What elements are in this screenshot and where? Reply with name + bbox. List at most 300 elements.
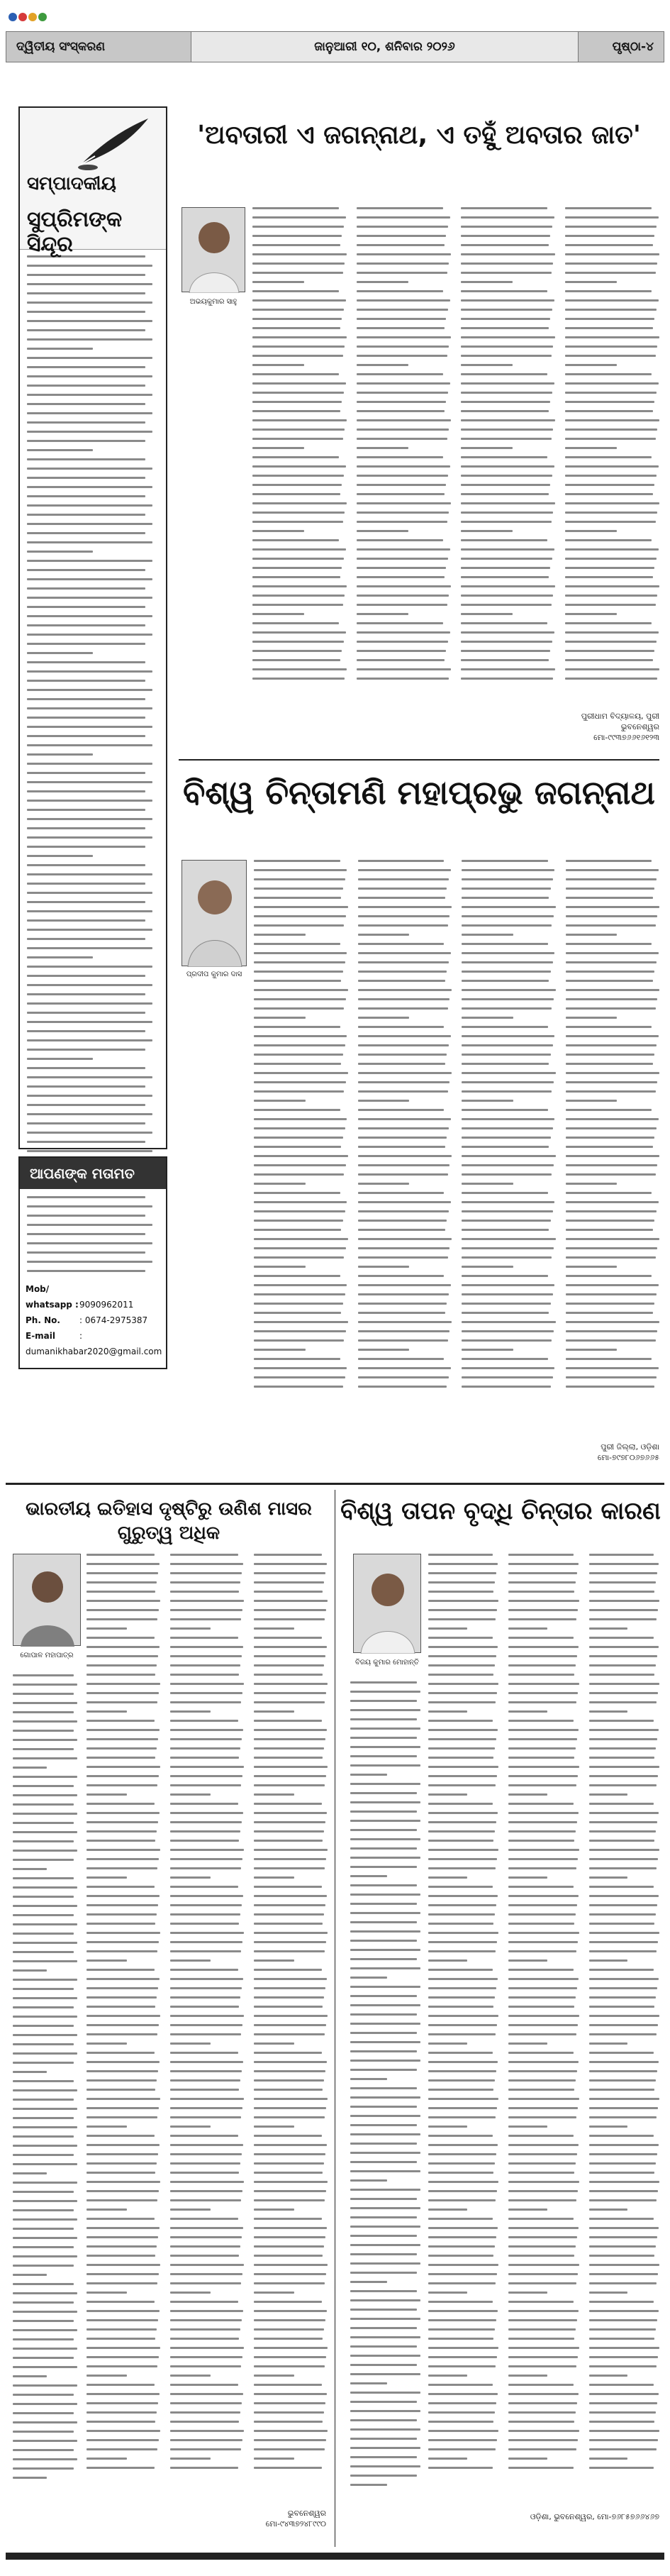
text-line (27, 477, 145, 479)
text-line (462, 1054, 551, 1056)
text-line (350, 2207, 420, 2209)
text-line (508, 1895, 578, 1897)
text-line (462, 971, 551, 973)
text-line (428, 2144, 498, 2146)
text-line (566, 869, 659, 871)
text-line (566, 952, 659, 954)
text-line (462, 1238, 556, 1240)
text-line (462, 1247, 554, 1249)
text-line (13, 2209, 74, 2211)
text-line (254, 2015, 328, 2017)
text-line (13, 1720, 77, 1723)
text-line (566, 1054, 655, 1056)
text-line (462, 1137, 551, 1139)
text-line (13, 2338, 74, 2340)
text-line (13, 1794, 77, 1796)
text-line (13, 2265, 74, 2267)
text-line (170, 1840, 239, 1842)
text-line (170, 1572, 242, 1574)
email-address: : dumanikhabar2020@gmail.com (26, 1331, 162, 1356)
text-line (27, 975, 145, 977)
text-line (357, 290, 443, 292)
text-line (566, 1146, 653, 1148)
text-line (358, 1155, 452, 1157)
text-line (254, 989, 348, 991)
text-line (350, 1884, 417, 1886)
text-line (13, 1997, 77, 1999)
text-line (13, 2228, 74, 2230)
text-line (462, 1173, 552, 1176)
text-line (254, 915, 346, 917)
text-line (358, 1201, 451, 1203)
text-line (13, 2089, 77, 2091)
text-line (428, 1904, 496, 1906)
text-line (252, 272, 343, 274)
text-line (254, 1738, 325, 1740)
text-line (566, 1090, 656, 1093)
text-line (254, 1376, 345, 1378)
text-line (566, 1063, 653, 1065)
text-line (565, 392, 657, 394)
text-line (170, 1923, 239, 1925)
text-line (358, 1035, 451, 1037)
text-line (566, 915, 658, 917)
text-line (86, 1969, 155, 1971)
text-line (565, 207, 652, 209)
text-line (27, 827, 145, 829)
text-line (508, 1840, 574, 1842)
text-line (170, 1554, 238, 1556)
text-line (254, 1367, 347, 1369)
text-line (254, 1339, 344, 1342)
text-line (254, 878, 345, 880)
text-line (252, 364, 304, 366)
text-line (252, 585, 347, 587)
text-line (565, 290, 652, 292)
text-line (428, 2024, 497, 2026)
article-1-photo (182, 207, 245, 292)
text-line (589, 2070, 657, 2072)
text-line (27, 302, 152, 304)
text-line (462, 1220, 551, 1222)
text-line (508, 1655, 576, 1657)
text-line (27, 348, 93, 350)
text-line (428, 1784, 496, 1786)
text-line (350, 2428, 420, 2431)
text-line (566, 1266, 618, 1268)
text-line (13, 1850, 77, 1852)
text-line (252, 678, 345, 680)
text-line (254, 2273, 326, 2275)
text-line (508, 2338, 574, 2340)
text-line (461, 456, 547, 458)
text-line (566, 888, 655, 890)
text-line (254, 1201, 347, 1203)
text-line (461, 373, 547, 375)
text-line (254, 1876, 294, 1879)
text-line (357, 272, 447, 274)
text-line (27, 615, 152, 617)
text-line (428, 1932, 498, 1934)
text-line (254, 2236, 325, 2238)
text-line (565, 355, 656, 357)
text-line (428, 2255, 493, 2257)
text-line (508, 1710, 547, 1713)
text-line (170, 2292, 211, 2294)
text-line (13, 1914, 74, 1916)
article-3-body (86, 1554, 328, 2504)
text-line (13, 1988, 74, 1990)
text-line (254, 1913, 324, 1916)
text-line (254, 1210, 345, 1212)
text-line (27, 1113, 152, 1115)
text-line (589, 1766, 659, 1768)
text-line (27, 873, 152, 875)
text-line (566, 924, 656, 927)
text-line (252, 262, 345, 265)
text-line (508, 2079, 575, 2082)
text-line (27, 1224, 152, 1226)
text-line (508, 1637, 573, 1639)
text-line (428, 2079, 495, 2082)
text-line (170, 2430, 244, 2432)
text-column (170, 1554, 244, 2504)
text-line (27, 800, 152, 802)
text-line (86, 1683, 160, 1685)
text-line (428, 2172, 493, 2174)
text-line (461, 668, 555, 670)
text-column (428, 1554, 498, 2504)
text-line (13, 2394, 74, 2396)
text-line (350, 2318, 420, 2320)
editorial-section-title: ସମ୍ପାଦକୀୟ (27, 173, 116, 194)
text-line (428, 2411, 495, 2414)
text-line (13, 1748, 74, 1750)
text-line (350, 2336, 420, 2338)
text-line (565, 346, 657, 348)
text-line (254, 2356, 326, 2358)
text-line (86, 2393, 160, 2395)
text-line (27, 1104, 145, 1106)
text-line (254, 2310, 327, 2312)
text-line (13, 2403, 77, 2405)
text-line (589, 2236, 657, 2238)
text-line (508, 1784, 576, 1786)
text-line (13, 2467, 74, 2470)
text-line (254, 1349, 306, 1351)
text-line (254, 1840, 323, 1842)
text-line (254, 1229, 341, 1231)
text-line (428, 2162, 495, 2165)
text-line (27, 265, 152, 267)
text-line (566, 1072, 660, 1074)
text-line (252, 567, 342, 569)
text-line (252, 355, 343, 357)
text-line (254, 1655, 325, 1657)
text-line (170, 1987, 242, 1989)
text-line (27, 1122, 145, 1124)
text-line (350, 2023, 420, 2025)
text-line (566, 1155, 660, 1157)
text-line (589, 2172, 654, 2174)
text-line (13, 2440, 77, 2442)
text-line (350, 2253, 417, 2255)
text-line (358, 1220, 447, 1222)
text-line (254, 2052, 322, 2054)
text-line (170, 2098, 244, 2100)
text-line (254, 924, 344, 927)
text-line (27, 652, 93, 654)
text-line (252, 539, 339, 541)
text-line (461, 631, 554, 634)
text-line (86, 1618, 157, 1620)
text-line (565, 678, 657, 680)
text-line (170, 2024, 242, 2026)
text-line (170, 1821, 242, 1823)
text-line (508, 2301, 573, 2303)
text-line (358, 1367, 451, 1369)
text-line (170, 2107, 242, 2109)
text-line (566, 1376, 657, 1378)
text-line (350, 1801, 420, 1803)
text-line (350, 2419, 417, 2421)
text-line (27, 468, 152, 470)
text-line (254, 2402, 325, 2404)
text-line (357, 530, 408, 532)
text-line (357, 622, 443, 624)
text-line (27, 329, 145, 331)
text-line (252, 622, 339, 624)
text-line (350, 2309, 417, 2311)
text-line (358, 1275, 445, 1277)
text-line (350, 1737, 417, 1739)
text-line (566, 1293, 657, 1295)
text-line (86, 2144, 160, 2146)
text-line (252, 595, 345, 597)
text-line (27, 311, 145, 313)
text-line (428, 1996, 495, 1999)
text-line (170, 2301, 238, 2303)
text-line (357, 253, 451, 255)
text-line (589, 1830, 656, 1833)
text-line (508, 2356, 577, 2358)
text-line (350, 1967, 420, 1969)
text-line (461, 576, 549, 578)
text-line (462, 1081, 554, 1083)
text-line (86, 2421, 155, 2423)
text-line (428, 2061, 498, 2063)
text-line (508, 2135, 573, 2137)
text-line (254, 2079, 324, 2082)
text-line (357, 456, 443, 458)
text-line (13, 2348, 77, 2350)
text-line (350, 2226, 420, 2228)
text-line (170, 1609, 242, 1611)
text-line (86, 1803, 155, 1805)
text-line (508, 1554, 573, 1556)
text-line (428, 1821, 496, 1823)
text-line (428, 1738, 496, 1740)
text-line (589, 2015, 659, 2017)
text-line (461, 336, 555, 338)
text-line (461, 447, 513, 449)
text-line (27, 901, 145, 903)
text-line (170, 2172, 239, 2174)
text-line (170, 1812, 243, 1814)
text-line (589, 2255, 654, 2257)
text-line (27, 560, 152, 562)
text-line (589, 1627, 628, 1630)
text-line (357, 299, 450, 302)
text-line (428, 1563, 498, 1565)
text-line (357, 484, 446, 486)
text-line (27, 864, 145, 866)
text-line (86, 2162, 157, 2165)
text-line (170, 1637, 238, 1639)
text-line (27, 634, 152, 636)
text-line (508, 1701, 576, 1703)
text-line (589, 2190, 658, 2192)
text-line (86, 2365, 157, 2367)
text-line (508, 1572, 576, 1574)
text-line (27, 947, 152, 949)
text-line (428, 1618, 496, 1620)
text-line (589, 1637, 654, 1639)
text-line (462, 1072, 556, 1074)
text-line (462, 1210, 553, 1212)
text-line (428, 1876, 467, 1879)
text-line (27, 412, 152, 414)
text-line (170, 1701, 241, 1703)
text-line (508, 1950, 576, 1952)
text-line (254, 2347, 328, 2349)
text-line (170, 2282, 241, 2284)
text-line (357, 364, 408, 366)
text-line (428, 1775, 497, 1777)
text-line (27, 1085, 145, 1088)
text-line (86, 2375, 127, 2377)
text-line (461, 410, 549, 412)
text-line (428, 2421, 493, 2423)
text-line (358, 934, 410, 936)
text-line (565, 401, 654, 403)
text-line (508, 2411, 575, 2414)
text-line (462, 1146, 549, 1148)
text-line (27, 689, 152, 691)
text-line (252, 401, 342, 403)
text-line (86, 1729, 160, 1731)
text-line (350, 2373, 420, 2375)
text-line (13, 2080, 74, 2082)
text-line (350, 2087, 417, 2089)
text-line (566, 1137, 655, 1139)
text-line (254, 2292, 294, 2294)
text-line (508, 1692, 577, 1694)
text-line (13, 2052, 77, 2055)
text-line (358, 878, 450, 880)
text-line (252, 641, 344, 643)
text-line (254, 1941, 326, 1943)
text-line (589, 2042, 628, 2045)
text-column (357, 207, 451, 732)
text-line (462, 1376, 553, 1378)
text-line (358, 1127, 450, 1129)
text-line (86, 1609, 159, 1611)
text-line (254, 2393, 327, 2395)
text-line (254, 2384, 322, 2386)
text-line (350, 2456, 417, 2458)
text-line (252, 447, 304, 449)
text-line (508, 1793, 547, 1796)
text-line (86, 2292, 127, 2294)
text-line (428, 2006, 493, 2008)
text-line (13, 2145, 77, 2147)
text-line (86, 1793, 127, 1796)
text-line (27, 338, 152, 341)
text-line (462, 906, 556, 908)
text-line (357, 235, 446, 237)
text-line (428, 2098, 498, 2100)
text-line (428, 2430, 498, 2432)
text-line (589, 2319, 657, 2321)
text-line (461, 678, 553, 680)
text-line (254, 1600, 328, 1602)
text-line (350, 2475, 417, 2477)
text-line (86, 1812, 160, 1814)
text-column (565, 207, 659, 732)
article-2-byline-line1: ପୁରୀ ଜିଲ୍ଲା, ଓଡ଼ିଶା (601, 1442, 659, 1452)
text-line (13, 2034, 77, 2036)
text-line (170, 1932, 244, 1934)
text-line (566, 980, 653, 982)
text-line (254, 1330, 346, 1332)
text-line (428, 2015, 498, 2017)
text-line (565, 216, 659, 219)
text-line (428, 1950, 496, 1952)
text-line (254, 971, 343, 973)
text-line (462, 1017, 513, 1019)
text-line (462, 1109, 548, 1111)
text-line (589, 2430, 659, 2432)
text-line (589, 2393, 659, 2395)
text-line (27, 919, 145, 922)
text-line (357, 548, 450, 551)
text-line (252, 290, 339, 292)
text-line (86, 1849, 160, 1851)
text-line (86, 2024, 159, 2026)
text-line (254, 1627, 294, 1630)
text-line (27, 680, 145, 682)
text-line (461, 318, 550, 320)
article-1-body (252, 207, 659, 732)
text-line (86, 2218, 155, 2220)
article-2-byline (518, 1442, 659, 1463)
text-line (27, 956, 93, 958)
text-line (27, 449, 93, 451)
text-line (350, 1949, 420, 1951)
text-line (566, 1238, 660, 1240)
text-line (566, 1339, 656, 1342)
text-line (86, 2319, 158, 2321)
text-line (428, 2402, 496, 2404)
text-line (589, 2135, 654, 2137)
text-line (170, 2375, 211, 2377)
text-line (27, 966, 152, 968)
text-line (358, 1017, 410, 1019)
text-line (462, 943, 548, 945)
text-line (428, 1886, 493, 1888)
mobile-number: 9090962011 (79, 1300, 134, 1310)
